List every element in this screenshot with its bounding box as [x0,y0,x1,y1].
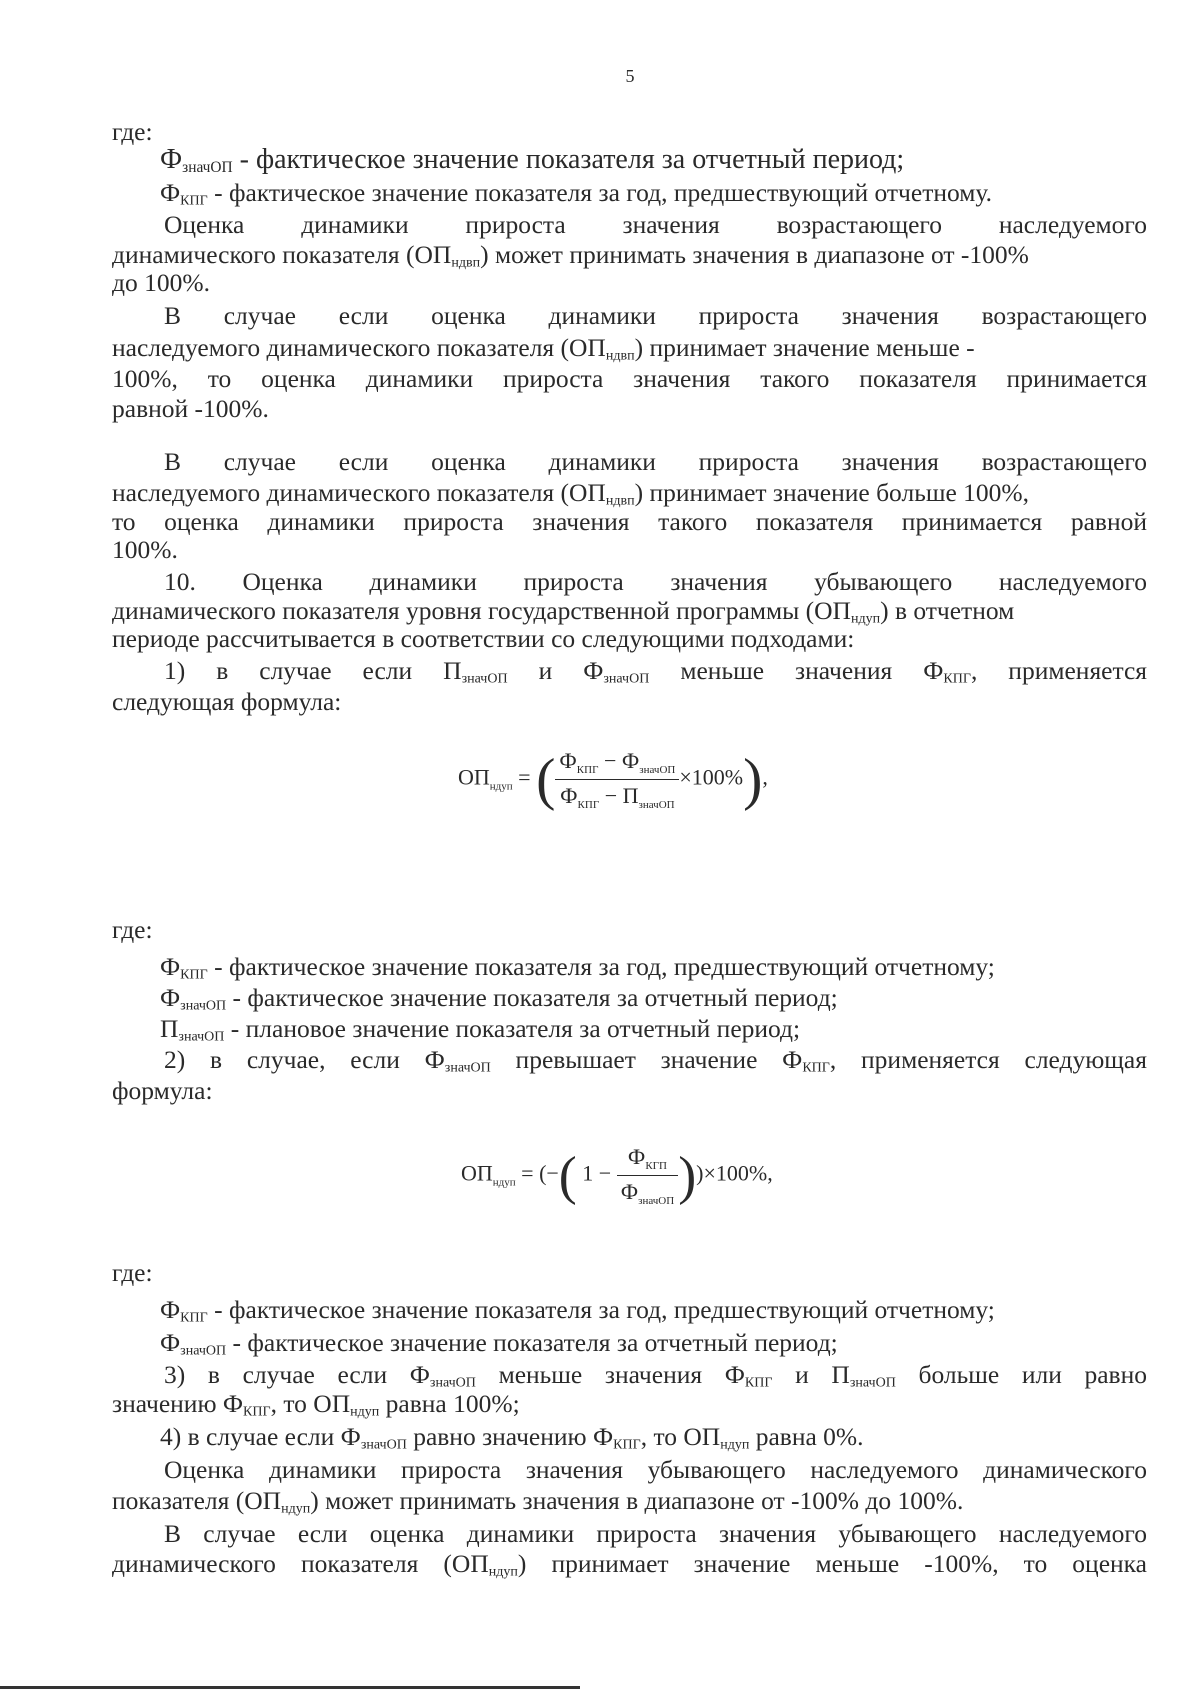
left-paren: ( [558,1145,577,1206]
formula-1 [458,748,768,811]
num-a: Ф [559,748,577,773]
text-line: следующая формула: [112,687,342,716]
text-line: В случае если оценка динамики прироста значения убывающего наследуемого [164,1519,1147,1548]
formula-fraction [555,748,679,811]
formula-times: ×100% [679,764,744,790]
text-line: $Ф_{значОП}$ - фактическое значение показателя за отчетный период; [160,1328,838,1359]
text-line: В случае если оценка динамики прироста значения возрастающего [164,447,1147,476]
text-line: показателя $(ОП_{ндуп})$ может принимать значения в диапазоне от -100% до 100%. [112,1486,964,1517]
formula-lhs: ОП [458,764,490,790]
den: Ф [620,1179,639,1204]
right-paren: ) [743,746,763,812]
den-sub: значОП [638,1195,675,1207]
formula-tail: , [762,764,768,790]
text-line: $Ф_{значОП}$ - фактическое значение показателя за отчетный период; [160,983,838,1014]
text-line: $Ф_{КПГ}$ - фактическое значение показателя за год, предшествующий отчетному. [160,178,992,209]
formula-tail: )×100%, [696,1160,773,1186]
formula-lhs: ОП [461,1160,493,1186]
text-line: где: [112,117,153,146]
formula-one-minus: 1 − [582,1160,612,1186]
text-line: формула: [112,1076,213,1105]
den-op: − [604,783,618,808]
text-line: Оценка динамики прироста значения возрастающего наследуемого [164,210,1147,239]
text-line: 100%, то оценка динамики прироста значения такого показателя принимается [112,364,1147,393]
text-line: где: [112,1258,153,1287]
num: Ф [627,1144,646,1169]
formula-eq: = [518,764,531,790]
formula-2 [461,1144,773,1207]
den-b-sub: значОП [638,799,675,811]
text-line: Оценка динамики прироста значения убывающего наследуемого динамического [164,1455,1147,1484]
text-line: 3) в случае если $Ф_{значОП}$ меньше значения $Ф_{КПГ}$ и $П_{значОП}$ больше или равно [164,1360,1147,1391]
page-number: 5 [625,66,635,86]
text-line: то оценка динамики прироста значения такого показателя принимается равной [112,507,1147,536]
text-line: $Ф_{КПГ}$ - фактическое значение показателя за год, предшествующий отчетному; [160,1295,995,1326]
den-a: Ф [560,783,578,808]
text-line: 100%. [112,535,178,564]
text-line: 1) в случае если $П_{значОП}$ и $Ф_{значОП}$ меньше значения $Ф_{КПГ}$, применяется [164,656,1147,687]
text-line: $Ф_{КПГ}$ - фактическое значение показателя за год, предшествующий отчетному; [160,952,995,983]
den-a-sub: КПГ [577,799,600,811]
text-line: динамического показателя уровня государственной программы $(ОП_{ндуп})$ в отчетном [112,596,1015,627]
text-line: 2) в случае, если $Ф_{значОП}$ превышает значение $Ф_{КПГ}$, применяется следующая [164,1045,1147,1076]
text-line: значению $Ф_{КПГ}$, то $ОП_{ндуп}$ равна 100%; [112,1389,520,1420]
text-line: $Ф_{значОП}$ - фактическое значение показателя за отчетный период; [160,144,905,176]
right-paren: ) [678,1145,697,1206]
scan-edge-line [0,1686,580,1689]
text-line: динамического показателя $(ОП_{ндвп})$ может принимать значения в диапазоне от -100% [112,240,1029,271]
text-line: В случае если оценка динамики прироста значения возрастающего [164,301,1147,330]
den-b: П [622,783,639,808]
formula-fraction [617,1144,678,1207]
num-b: Ф [621,748,640,773]
formula-lhs-sub: ндуп [489,780,513,793]
text-line: $П_{значОП}$ - плановое значение показателя за отчетный период; [160,1014,801,1045]
text-line: где: [112,915,153,944]
formula-eq: = (− [521,1160,559,1186]
left-paren: ( [536,746,556,812]
text-line: динамического показателя $(ОП_{ндуп})$ принимает значение меньше -100%, то оценка [112,1549,1147,1580]
num-op: − [603,748,617,773]
text-line: наследуемого динамического показателя $(ОП_{ндвп})$ принимает значение меньше - [112,333,975,364]
text-line: наследуемого динамического показателя $(ОП_{ндвп})$ принимает значение больше 100%, [112,478,1030,509]
text-line: 10. Оценка динамики прироста значения убывающего наследуемого [164,567,1147,596]
formula-lhs-sub: ндуп [492,1176,516,1189]
num-a-sub: КПГ [576,764,599,776]
num-b-sub: значОП [639,764,676,776]
text-line: 4) в случае если $Ф_{значОП}$ равно значению $Ф_{КПГ}$, то $ОП_{ндуп}$ равна 0%. [160,1422,864,1453]
num-sub: КГП [645,1160,667,1172]
text-line: периоде рассчитывается в соответствии со следующими подходами: [112,624,855,653]
text-line: до 100%. [112,268,210,297]
text-line: равной -100%. [112,394,269,423]
